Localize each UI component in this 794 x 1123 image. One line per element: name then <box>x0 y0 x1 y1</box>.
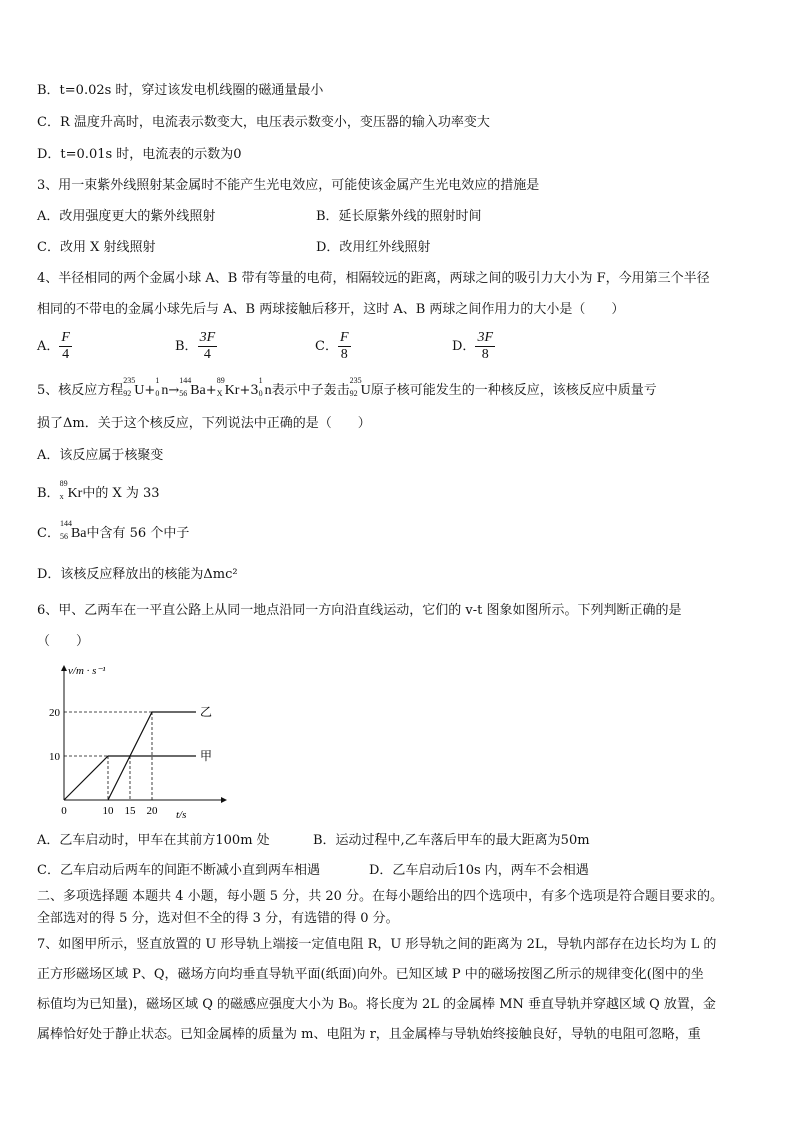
q2-option-d: D．t=0.01s 时，电流表的示数为0 <box>37 147 242 162</box>
x-axis-label: t/s <box>176 809 187 820</box>
q5-stem-line2: 损了Δm．关于这个核反应，下列说法中正确的是（ ） <box>37 416 371 431</box>
q7-line1: 7、如图甲所示，竖直放置的 U 形导轨上端接一定值电阻 R，U 形导轨之间的距离为 2L，导轨内部存在边长均为 L 的 <box>37 937 717 952</box>
q4-option-a: A． $\frac{F}{4}$ <box>37 330 70 362</box>
section2-line2: 全部选对的得 5 分，选对但不全的得 3 分，有选错的得 0 分。 <box>37 911 399 926</box>
q5-stem-line1: 5、核反应方程 235 92 U+ 1 0 n→ 144 56 Ba+ 89 X Kr+3 1 0 n表示中子轰击 235 92 U原子核可能发生的一种核反应，该核反应中质量亏 <box>37 376 657 398</box>
q5-option-a: A．该反应属于核聚变 <box>37 448 164 463</box>
q3-option-b: B．延长原紫外线的照射时间 <box>316 209 482 224</box>
q5-option-c: C． 144 56 Ba中含有 56 个中子 <box>37 519 190 541</box>
q6-paren: （ ） <box>37 634 90 649</box>
q5-option-d: D．该核反应释放出的核能为Δmc² <box>37 567 238 582</box>
q7-line3: 标值均为已知量)，磁场区域 Q 的磁感应强度大小为 B₀。将长度为 2L 的金属棒 MN 垂直导轨并穿越区域 Q 放置，金 <box>37 997 716 1012</box>
q6-option-b: B．运动过程中,乙车落后甲车的最大距离为50m <box>313 833 590 848</box>
q4-option-b: B． $\frac{3F}{4}$ <box>175 330 216 362</box>
q3-option-c: C．改用 X 射线照射 <box>37 240 156 255</box>
q5-option-b: B． 89 x Kr中的 X 为 33 <box>37 479 160 501</box>
q2-option-c: C．R 温度升高时，电流表示数变大，电压表示数变小，变压器的输入功率变大 <box>37 115 490 130</box>
q6-stem: 6、甲、乙两车在一平直公路上从同一地点沿同一方向沿直线运动，它们的 v-t 图象如图所示。下列判断正确的是 <box>37 603 682 618</box>
series-label: 甲 <box>200 749 213 763</box>
q4-stem-line1: 4、半径相同的两个金属小球 A、B 带有等量的电荷，相隔较远的距离，两球之间的吸引力大小为 F，今用第三个半径 <box>37 271 710 286</box>
nuclide-ba144: 144 56 Ba <box>59 519 87 541</box>
x-tick-label: 15 <box>124 805 136 817</box>
q7-line2: 正方形磁场区域 P、Q，磁场方向均垂直导轨平面(纸面)向外。已知区域 P 中的磁场按图乙所示的规律变化(图中的坐 <box>37 967 704 982</box>
x-tick-label: 10 <box>102 805 114 817</box>
fraction: $\frac{3F}{8}$ <box>477 330 493 362</box>
q6-option-a: A．乙车启动时，甲车在其前方100m 处 <box>37 833 270 848</box>
fraction: $\frac{3F}{4}$ <box>199 330 216 362</box>
nuclide-ba144: 144 56 Ba <box>179 376 206 398</box>
y-axis-label: v/m · s⁻¹ <box>68 665 106 677</box>
vt-chart <box>40 660 230 820</box>
nuclide-neutron: 1 0 n <box>155 376 169 398</box>
q7-line4: 属棒恰好处于静止状态。已知金属棒的质量为 m、电阻为 r，且金属棒与导轨始终接触良好，导轨的电阻可忽略，重 <box>37 1027 701 1042</box>
q4-option-c: C． $\frac{F}{8}$ <box>315 330 349 362</box>
q4-option-d: D． $\frac{3F}{8}$ <box>452 330 493 362</box>
q3-stem: 3、用一束紫外线照射某金属时不能产生光电效应，可能使该金属产生光电效应的措施是 <box>37 178 540 193</box>
y-tick-label: 10 <box>49 751 60 763</box>
q3-option-a: A．改用强度更大的紫外线照射 <box>37 209 216 224</box>
q6-option-d: D．乙车启动后10s 内，两车不会相遇 <box>369 863 589 878</box>
nuclide-u235: 235 92 U <box>123 376 145 398</box>
nuclide-kr89: 89 x Kr <box>59 479 83 501</box>
nuclide-kr89: 89 X Kr <box>216 376 240 398</box>
nuclide-neutron: 1 0 n <box>258 376 272 398</box>
section2-line1: 二、多项选择题 本题共 4 小题，每小题 5 分，共 20 分。在每小题给出的四个选项中，有多个选项是符合题目要求的。 <box>37 889 724 904</box>
series-label: 乙 <box>200 705 213 719</box>
q6-option-c: C．乙车启动后两车的间距不断减小直到两车相遇 <box>37 863 320 878</box>
x-tick-label: 20 <box>146 805 158 817</box>
fraction: $\frac{F}{8}$ <box>339 330 349 362</box>
x-tick-label: 0 <box>61 805 67 817</box>
fraction: $\frac{F}{4}$ <box>61 330 70 362</box>
q4-stem-line2: 相同的不带电的金属小球先后与 A、B 两球接触后移开，这时 A、B 两球之间作用力的大小是（ ） <box>37 302 625 317</box>
q3-option-d: D．改用红外线照射 <box>316 240 431 255</box>
nuclide-u235: 235 92 U <box>349 376 371 398</box>
y-tick-label: 20 <box>49 707 60 719</box>
q2-option-b: B．t=0.02s 时，穿过该发电机线圈的磁通量最小 <box>37 83 324 98</box>
